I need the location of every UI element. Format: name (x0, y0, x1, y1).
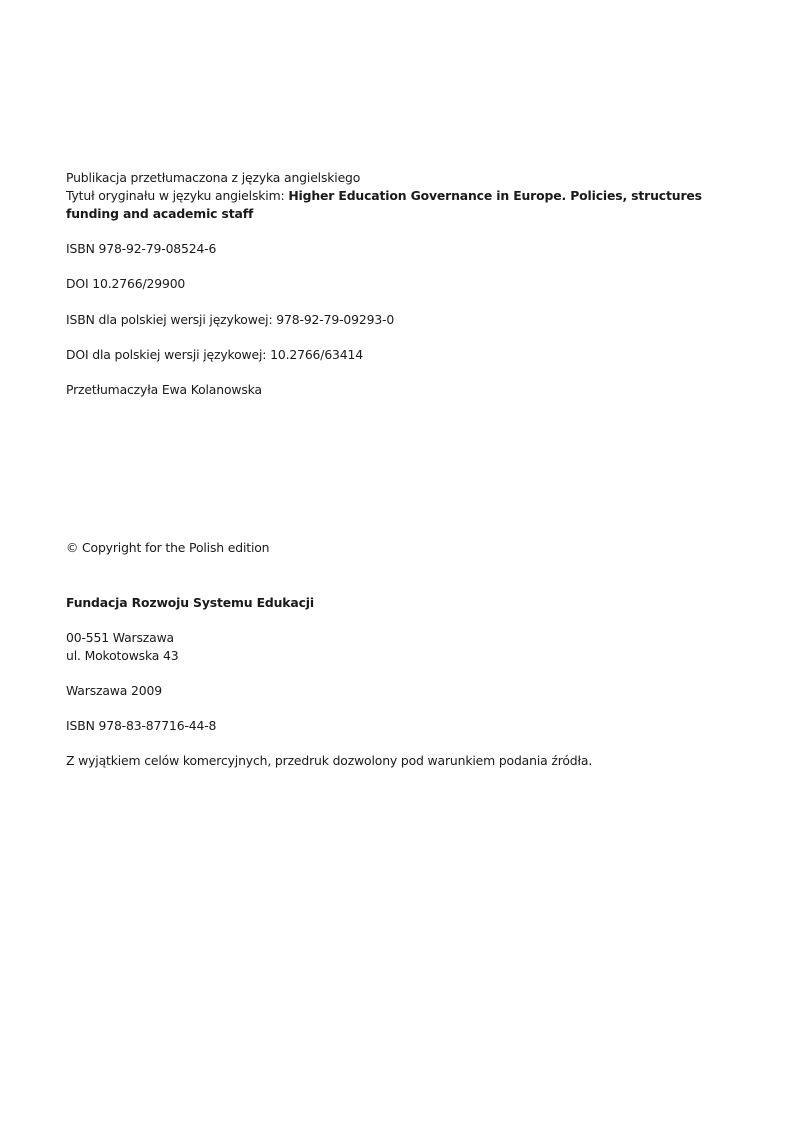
publisher-street: ul. Mokotowska 43 (66, 648, 179, 663)
translator: Przetłumaczyła Ewa Kolanowska (66, 382, 262, 397)
doi-polish: DOI dla polskiej wersji językowej: 10.2766/63414 (66, 347, 363, 362)
isbn: ISBN 978-92-79-08524-6 (66, 241, 217, 256)
reprint-notice: Z wyjątkiem celów komercyjnych, przedruk dozwolony pod warunkiem podania źródła. (66, 753, 593, 768)
publisher-name: Fundacja Rozwoju Systemu Edukacji (66, 595, 314, 610)
original-title: Higher Education Governance in Europe. Policies, structures funding and academic staff (66, 188, 702, 221)
publisher-isbn: ISBN 978-83-87716-44-8 (66, 718, 217, 733)
original-title-label: Tytuł oryginału w języku angielskim: (66, 188, 285, 203)
publisher-postal: 00-551 Warszawa (66, 630, 175, 645)
isbn-polish: ISBN dla polskiej wersji językowej: 978-92-79-09293-0 (66, 312, 395, 327)
copyright: © Copyright for the Polish edition (66, 540, 270, 555)
original-title-block (66, 187, 756, 223)
doi: DOI 10.2766/29900 (66, 276, 186, 291)
translation-note: Publikacja przetłumaczona z języka angielskiego (66, 170, 361, 185)
place-year: Warszawa 2009 (66, 683, 162, 698)
